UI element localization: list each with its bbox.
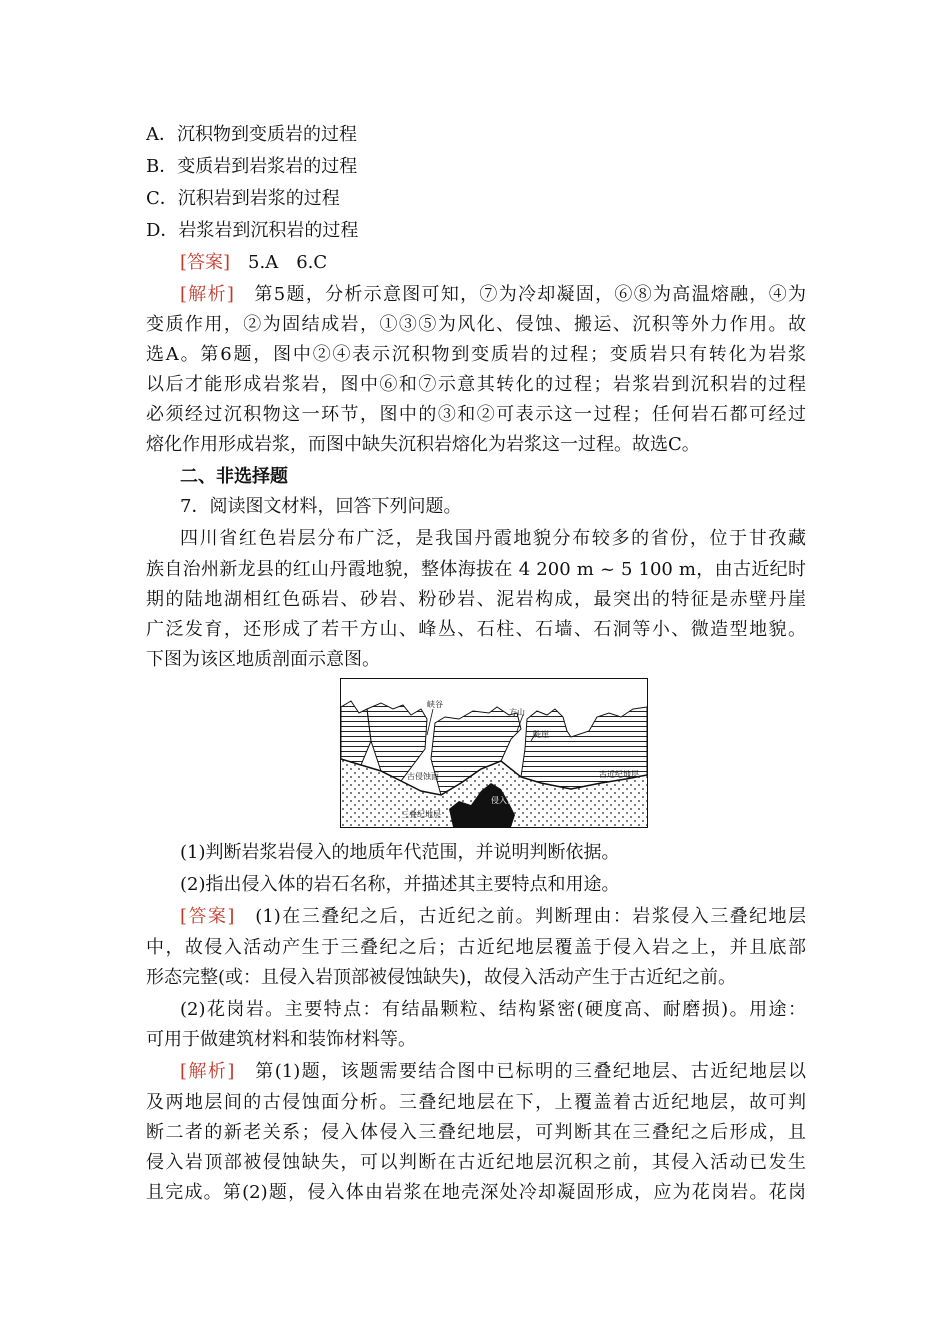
answer-line: 形态完整(或：且侵入岩顶部被侵蚀缺失)，故侵入活动产生于古近纪之前。 [146,967,737,988]
analysis-text: 第5题，分析示意图可知，⑦为冷却凝固，⑥⑧为高温熔融，④为 [233,284,806,305]
analysis-line: 及两地层间的古侵蚀面分析。三叠纪地层在下，上覆盖着古近纪地层，故可判 [146,1092,806,1113]
analysis-line: 选A。第6题，图中②④表示沉积物到变质岩的过程；变质岩只有转化为岩浆 [146,344,806,365]
answer-text: 5.A 6.C [230,252,328,273]
answer-line: (2)花岗岩。主要特点：有结晶颗粒、结构紧密(硬度高、耐磨损)。用途： [180,999,806,1020]
answer-line [180,905,806,929]
label-paleogene: 古近纪地层 [599,770,639,779]
label-mesa: 方山 [509,708,525,717]
answer-line [180,251,806,275]
section-title: 二、非选择题 [180,466,288,487]
option-d: D．岩浆岩到沉积岩的过程 [146,220,359,241]
analysis-line: 以后才能形成岩浆岩，图中⑥和⑦示意其转化的过程；岩浆岩到沉积岩的过程 [146,374,806,395]
material-line: 四川省红色岩层分布广泛，是我国丹霞地貌分布较多的省份，位于甘孜藏 [180,528,806,549]
analysis-tag: [解析] [180,1061,235,1082]
label-triassic: 三叠纪地层 [401,810,441,819]
label-paleo-surface: 古侵蚀面 [407,772,439,781]
analysis-line: 熔化作用形成岩浆，而图中缺失沉积岩熔化为岩浆这一过程。故选C。 [146,434,700,455]
label-intrusion: 侵入体 [491,796,515,805]
sub-question: (2)指出侵入体的岩石名称，并描述其主要特点和用途。 [180,874,620,895]
analysis-line: 必须经过沉积物这一环节，图中的③和②可表示这一过程；任何岩石都可经过 [146,404,806,425]
answer-line: 可用于做建筑材料和装饰材料等。 [146,1029,416,1050]
geologic-profile-svg [341,679,647,827]
material-line: 下图为该区地质剖面示意图。 [146,649,380,670]
geologic-profile-figure [340,678,648,828]
answer-tag: [答案] [180,906,235,927]
analysis-line: 断二者的新老关系；侵入体侵入三叠纪地层，可判断其在三叠纪之后形成，且 [146,1122,806,1143]
option-c: C．沉积岩到岩浆的过程 [146,188,340,209]
sub-question: (1)判断岩浆岩侵入的地质年代范围，并说明判断依据。 [180,842,620,863]
analysis-line [180,1060,806,1084]
material-line: 期的陆地湖相红色砾岩、砂岩、粉砂岩、泥岩构成，最突出的特征是赤壁丹崖 [146,589,806,610]
paleogene-left-cliff [341,701,371,765]
label-cliff: 陡崖 [533,730,549,739]
label-canyon: 峡谷 [427,700,443,709]
answer-text: (1)在三叠纪之后，古近纪之前。判断理由：岩浆侵入三叠纪地层 [234,906,806,927]
question-stem: 7．阅读图文材料，回答下列问题。 [180,496,462,517]
material-line: 广泛发育，还形成了若干方山、峰丛、石柱、石墙、石洞等小、微造型地貌。 [146,619,806,640]
answer-tag: [答案] [180,252,231,273]
analysis-line: 变质作用，②为固结成岩，①③⑤为风化、侵蚀、搬运、沉积等外力作用。故 [146,314,806,335]
analysis-tag: [解析] [180,284,234,305]
option-a: A．沉积物到变质岩的过程 [146,124,357,145]
analysis-text: 第(1)题，该题需要结合图中已标明的三叠纪地层、古近纪地层以 [234,1061,806,1082]
analysis-line: 且完成。第(2)题，侵入体由岩浆在地壳深处冷却凝固形成，应为花岗岩。花岗 [146,1182,806,1203]
analysis-line: 侵入岩顶部被侵蚀缺失，可以判断在古近纪地层沉积之前，其侵入活动已发生 [146,1152,806,1173]
option-b: B．变质岩到岩浆岩的过程 [146,156,358,177]
answer-line: 中，故侵入活动产生于三叠纪之后；古近纪地层覆盖于侵入岩之上，并且底部 [146,937,806,958]
analysis-line [180,283,806,307]
material-line: 族自治州新龙县的红山丹霞地貌，整体海拔在 4 200 m ~ 5 100 m，由古近纪时 [146,559,806,580]
